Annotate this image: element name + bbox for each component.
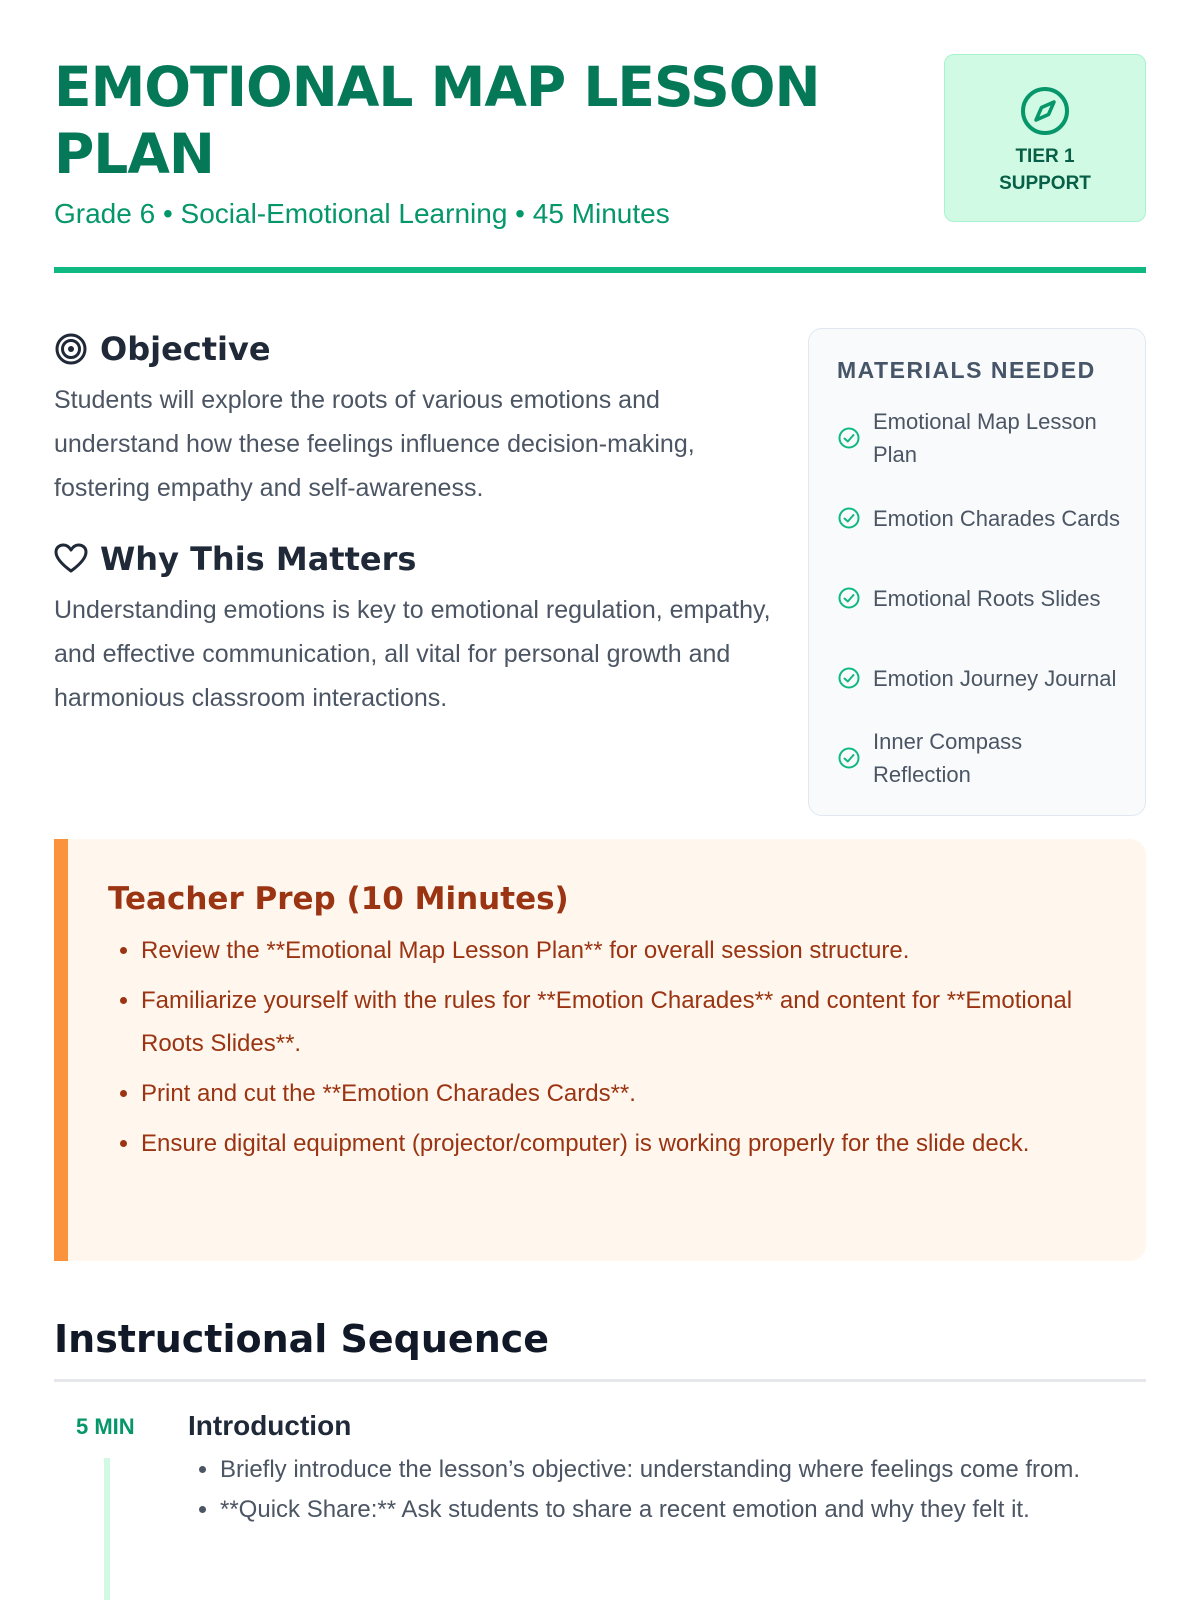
materials-item-label: Emotional Roots Slides (873, 585, 1101, 611)
materials-item (837, 638, 1121, 718)
materials-item-label: Inner Compass Reflection (873, 729, 1023, 787)
teacher-prep-callout (54, 839, 1146, 1261)
compass-icon (1019, 85, 1071, 137)
step-list (188, 1450, 1146, 1530)
tier-badge-line2: SUPPORT (999, 173, 1091, 194)
objective-heading-text: Objective (100, 330, 271, 368)
step-duration: 5 MIN (76, 1414, 135, 1439)
heart-icon (54, 542, 88, 576)
teacher-prep-item: • Review the **Emotional Map Lesson Plan** for overall session structure. (141, 929, 1096, 972)
materials-item (837, 398, 1121, 478)
why-text: Understanding emotions is key to emotional regulation, empathy, and effective communication, all vital for personal growth and harmonious classroom interactions. (54, 596, 771, 712)
target-icon (54, 332, 88, 366)
materials-item (837, 718, 1121, 798)
overview-text (54, 330, 774, 720)
teacher-prep-item: • Ensure digital equipment (projector/computer) is working properly for the slide deck. (141, 1122, 1096, 1165)
check-circle-icon (837, 426, 861, 450)
sequence-heading: Instructional Sequence (54, 1317, 550, 1361)
step-item: • **Quick Share:** Ask students to share a recent emotion and why they felt it. (220, 1490, 1146, 1530)
header-divider (54, 267, 1146, 273)
materials-title: MATERIALS NEEDED (837, 357, 1096, 383)
why-heading (54, 540, 774, 578)
materials-item-label: Emotion Charades Cards (873, 505, 1121, 531)
check-circle-icon (837, 586, 861, 610)
header (54, 0, 1146, 274)
materials-card (808, 328, 1146, 816)
overview-section (54, 274, 1146, 839)
step-body (188, 1410, 1146, 1530)
step-title: Introduction (188, 1410, 352, 1441)
tier-badge (944, 54, 1146, 222)
materials-list (837, 398, 1121, 798)
teacher-prep-item: • Print and cut the **Emotion Charades Cards**. (141, 1072, 1096, 1115)
check-circle-icon (837, 746, 861, 770)
objective-block (54, 330, 774, 510)
check-circle-icon (837, 506, 861, 530)
materials-item (837, 558, 1121, 638)
objective-heading (54, 330, 774, 368)
teacher-prep-item: • Familiarize yourself with the rules for **Emotion Charades** and content for **Emotional Roots Slides**. (141, 979, 1096, 1065)
materials-item-label: Emotion Journey Journal (873, 665, 1117, 691)
tier-badge-label (945, 143, 1145, 197)
check-circle-icon (837, 666, 861, 690)
teacher-prep-title: Teacher Prep (10 Minutes) (108, 881, 569, 917)
why-block (54, 540, 774, 720)
materials-item (837, 478, 1121, 558)
sequence-step (54, 1410, 1146, 1600)
timeline-bar (104, 1458, 110, 1600)
page-title: EMOTIONAL MAP LESSON PLAN (54, 55, 820, 186)
tier-badge-line1: TIER 1 (1015, 146, 1075, 167)
why-heading-text: Why This Matters (100, 540, 417, 578)
sequence-divider (54, 1379, 1146, 1382)
page-subtitle: Grade 6 • Social-Emotional Learning • 45 Minutes (54, 198, 670, 229)
teacher-prep-list (108, 929, 1096, 1165)
step-item: • Briefly introduce the lesson’s objective: understanding where feelings come from. (220, 1450, 1146, 1490)
materials-item-label: Emotional Map Lesson Plan (873, 409, 1097, 467)
objective-text: Students will explore the roots of various emotions and understand how these feelings influence decision-making, fostering empathy and self-awareness. (54, 386, 695, 502)
